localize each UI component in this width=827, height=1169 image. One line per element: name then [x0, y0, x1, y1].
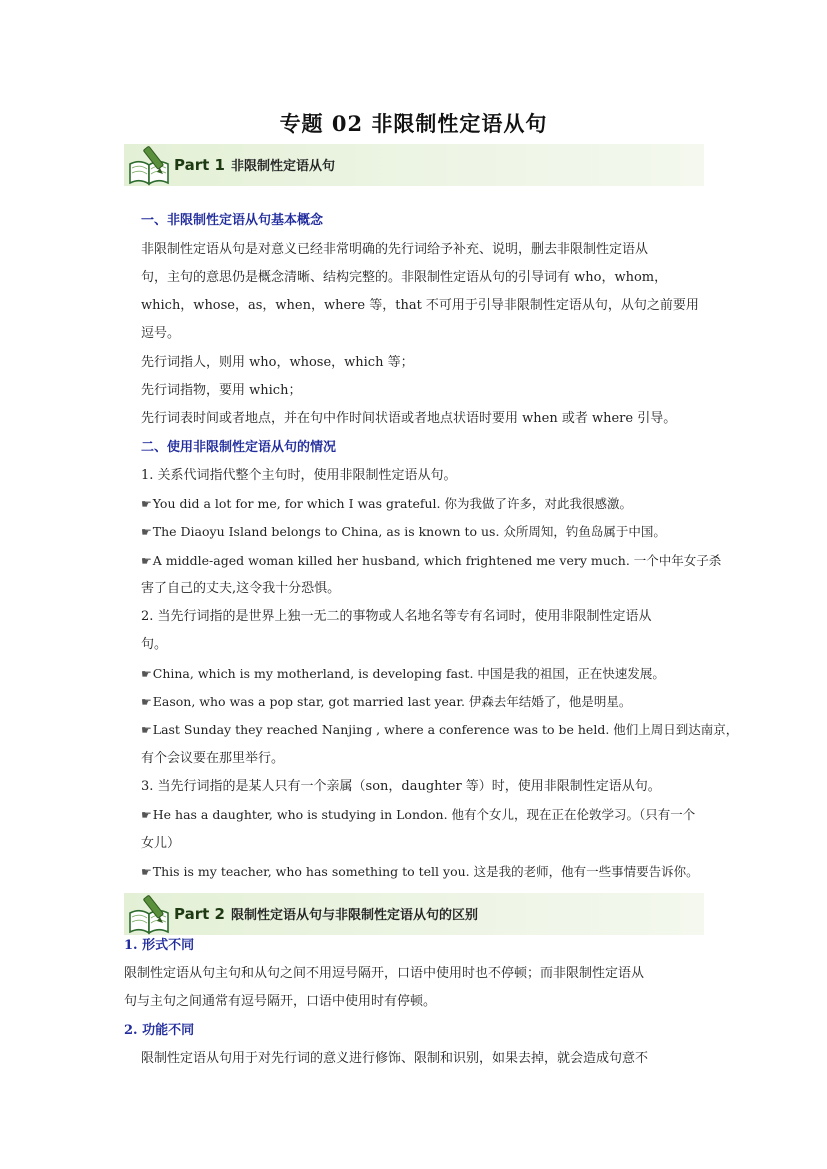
rule-item: 1. 关系代词指代整个主句时，使用非限制性定语从句。 — [141, 468, 457, 483]
paragraph-line: 有个会议要在那里举行。 — [141, 751, 285, 766]
part2-banner — [124, 893, 704, 935]
paragraph-line: 先行词表时间或者地点，并在句中作时间状语或者地点状语时要用 when 或者 where 引导。 — [141, 411, 677, 426]
pointing-hand-icon: ☛ — [141, 695, 152, 709]
example-sentence: ☛You did a lot for me, for which I was grateful. 你为我做了许多，对此我很感激。 — [141, 496, 632, 511]
part1-label: Part 1 非限制性定语从句 — [174, 156, 335, 174]
example-sentence: ☛Last Sunday they reached Nanjing , where a conference was to be held. 他们上周日到达南京， — [141, 722, 739, 737]
book-pen-icon — [126, 893, 172, 937]
part1-subtitle: 非限制性定语从句 — [230, 159, 335, 174]
example-sentence: ☛Eason, who was a pop star, got married last year. 伊森去年结婚了，他是明星。 — [141, 694, 632, 709]
pointing-hand-icon: ☛ — [141, 497, 152, 511]
paragraph-line: 先行词指物，要用 which； — [141, 383, 302, 398]
part2-label: Part 2 限制性定语从句与非限制性定语从句的区别 — [174, 905, 478, 923]
paragraph-line: 句与主句之间通常有逗号隔开，口语中使用时有停顿。 — [124, 994, 437, 1009]
example-sentence: ☛The Diaoyu Island belongs to China, as is known to us. 众所周知，钓鱼岛属于中国。 — [141, 524, 666, 539]
rule-item: 3. 当先行词指的是某人只有一个亲属（son，daughter 等）时，使用非限制性定语从句。 — [141, 779, 661, 794]
book-pen-icon — [126, 144, 172, 188]
pointing-hand-icon: ☛ — [141, 808, 152, 822]
section3-heading-function: 2. 功能不同 — [124, 1023, 195, 1038]
paragraph-line: 句，主句的意思仍是概念清晰、结构完整的。非限制性定语从句的引导词有 who，whom， — [141, 270, 668, 285]
paragraph-line: which，whose，as，when，where 等，that 不可用于引导非限制性定语从句，从句之前要用 — [141, 298, 699, 313]
paragraph-line: 句。 — [141, 637, 168, 652]
rule-item: 2. 当先行词指的是世界上独一无二的事物或人名地名等专有名词时，使用非限制性定语从 — [141, 609, 652, 624]
pointing-hand-icon: ☛ — [141, 554, 152, 568]
example-sentence: ☛He has a daughter, who is studying in London. 他有个女儿，现在正在伦敦学习。（只有一个 — [141, 807, 696, 822]
paragraph-line: 女儿） — [141, 836, 181, 851]
paragraph-line: 限制性定语从句主句和从句之间不用逗号隔开，口语中使用时也不停顿；而非限制性定语从 — [124, 966, 645, 981]
example-sentence: ☛China, which is my motherland, is developing fast. 中国是我的祖国，正在快速发展。 — [141, 666, 665, 681]
paragraph-line: 害了自己的丈夫,这令我十分恐惧。 — [141, 581, 341, 596]
part2-subtitle: 限制性定语从句与非限制性定语从句的区别 — [230, 908, 478, 923]
section1-heading: 一、非限制性定语从句基本概念 — [141, 213, 324, 228]
section2-heading: 二、使用非限制性定语从句的情况 — [141, 440, 337, 455]
pointing-hand-icon: ☛ — [141, 723, 152, 737]
example-sentence: ☛This is my teacher, who has something to tell you. 这是我的老师，他有一些事情要告诉你。 — [141, 864, 699, 879]
pointing-hand-icon: ☛ — [141, 865, 152, 879]
example-sentence: ☛A middle-aged woman killed her husband, which frightened me very much. 一个中年女子杀 — [141, 553, 722, 568]
paragraph-line: 非限制性定语从句是对意义已经非常明确的先行词给予补充、说明，删去非限制性定语从 — [141, 242, 649, 257]
paragraph-line: 限制性定语从句用于对先行词的意义进行修饰、限制和识别，如果去掉，就会造成句意不 — [141, 1051, 649, 1066]
part1-banner — [124, 144, 704, 186]
paragraph-line: 逗号。 — [141, 326, 181, 341]
pointing-hand-icon: ☛ — [141, 667, 152, 681]
paragraph-line: 先行词指人，则用 who，whose，which 等； — [141, 355, 414, 370]
pointing-hand-icon: ☛ — [141, 525, 152, 539]
page-title: 专题 02 非限制性定语从句 — [279, 111, 548, 136]
section3-heading-form: 1. 形式不同 — [124, 938, 195, 953]
